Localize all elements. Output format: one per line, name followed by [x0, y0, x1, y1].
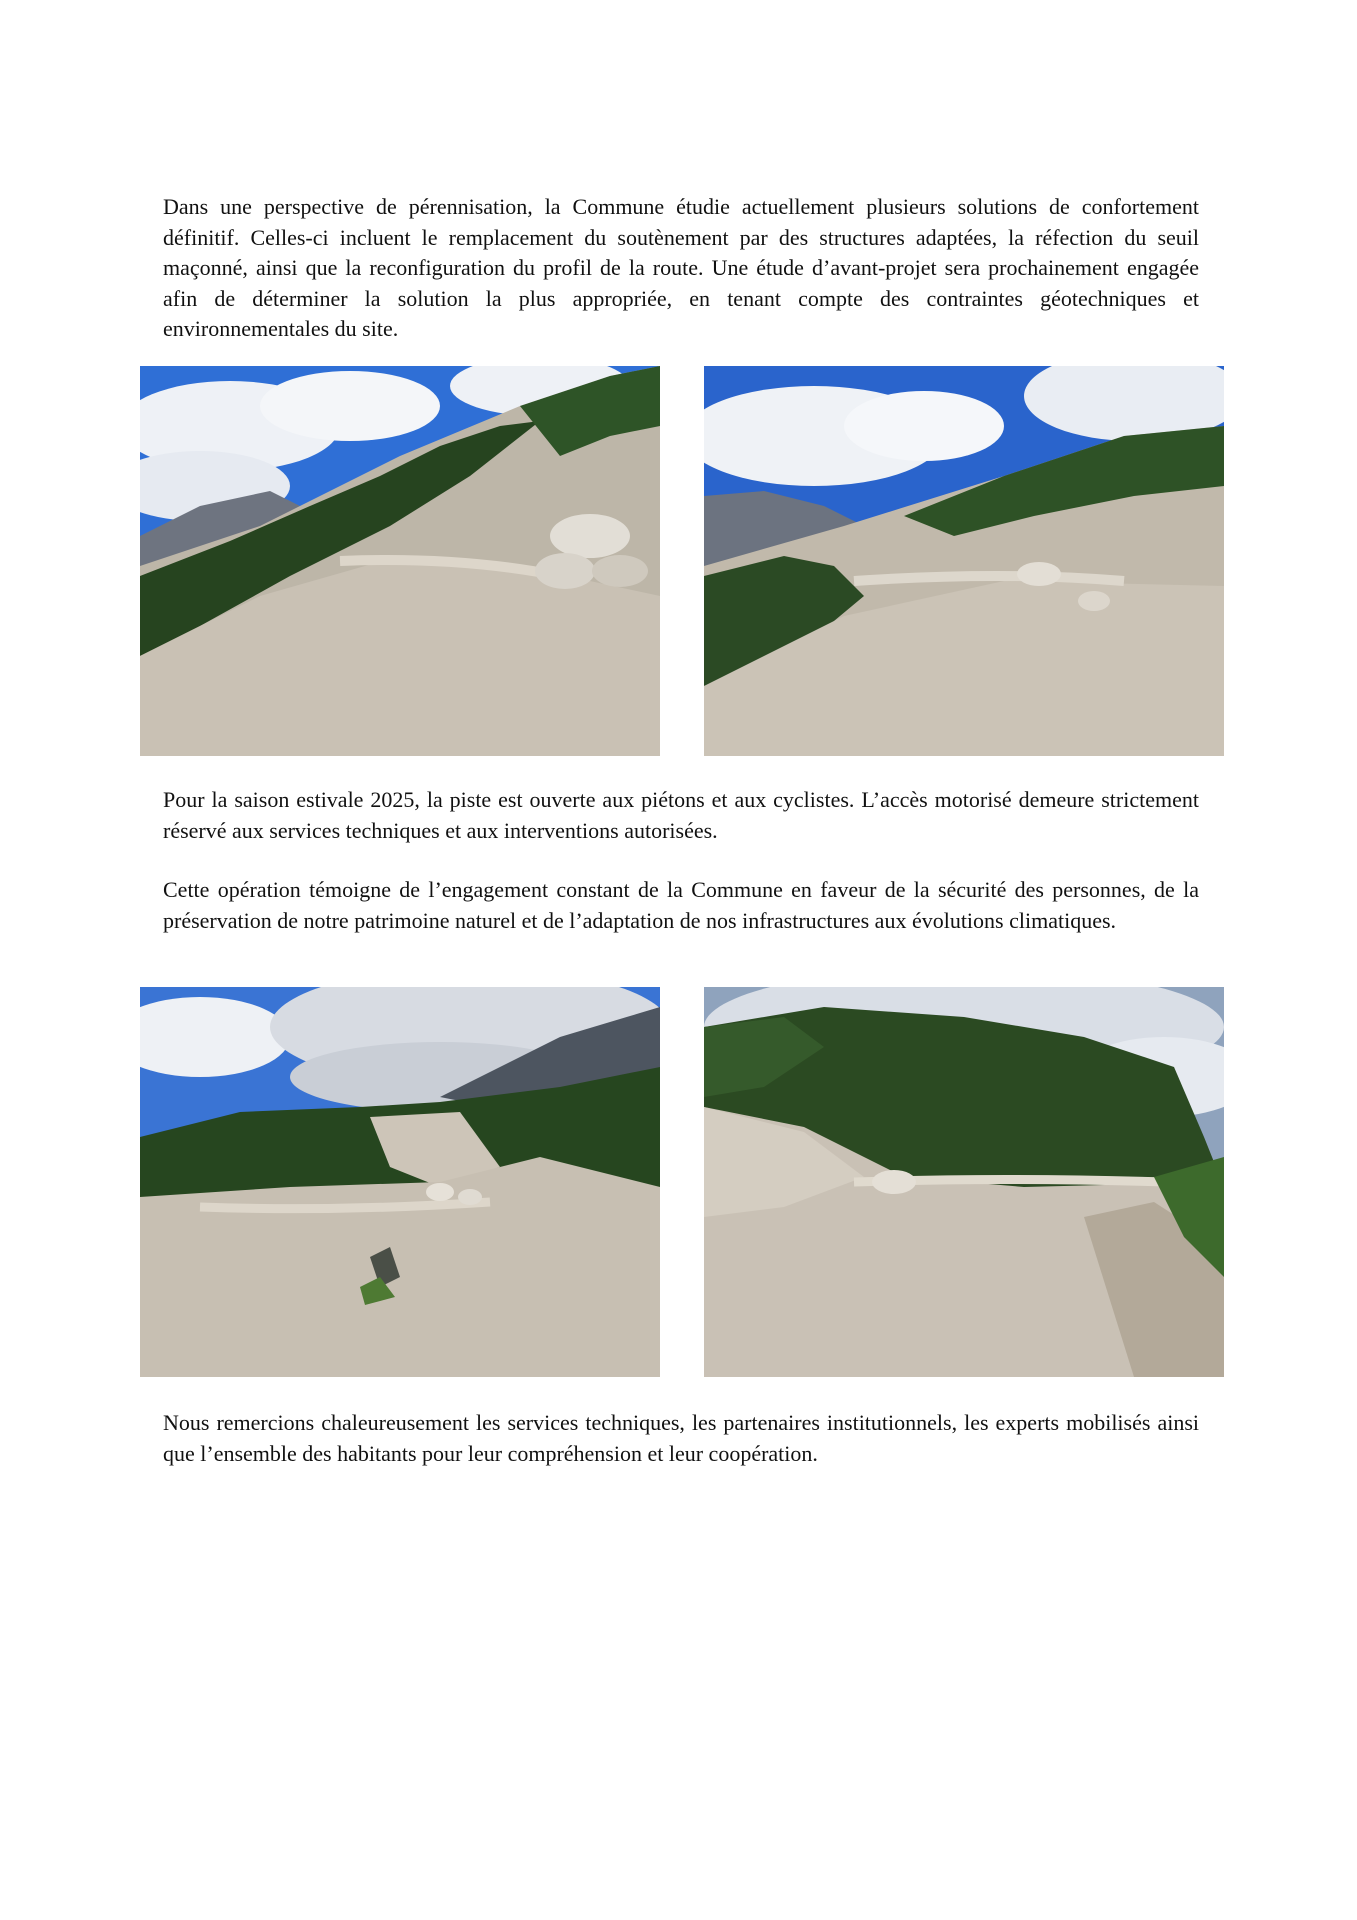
photo-trail-forest-2 [704, 987, 1224, 1377]
paragraph-saison-estivale: Pour la saison estivale 2025, la piste est ouverte aux piétons et aux cyclistes. L’accès motorisé demeure strictement réservé aux services techniques et aux interventions autorisées. [163, 787, 1199, 843]
photo-slope-rocks-2-svg [704, 366, 1224, 756]
paragraph-remerciements: Nous remercions chaleureusement les services techniques, les partenaires institutionnels, les experts mobilisés ainsi que l’ensemble des habitants pour leur compréhension et leur coopération. [163, 1410, 1199, 1466]
photo-trail-forest-1-svg [140, 987, 660, 1377]
photo-slope-rocks-1-svg [140, 366, 660, 756]
paragraph-confortement: Dans une perspective de pérennisation, la Commune étudie actuellement plusieurs solutions de confortement définitif. Celles-ci incluent le remplacement du soutènement par des structures adaptées, la réfection du seuil maçonné, ainsi que la reconfiguration du profil de la route. Une étude d’avant-projet sera prochainement engagée afin de déterminer la solution la plus appropriée, en tenant compte des contraintes géotechniques et environnementales du site. [163, 194, 1199, 341]
paragraph-engagement: Cette opération témoigne de l’engagement constant de la Commune en faveur de la sécurité des personnes, de la préservation de notre patrimoine naturel et de l’adaptation de nos infrastructures aux évolutions climatiques. [163, 877, 1199, 933]
photo-trail-forest-2-svg [704, 987, 1224, 1377]
photo-slope-rocks-2 [704, 366, 1224, 756]
photo-trail-forest-1 [140, 987, 660, 1377]
photo-slope-rocks-1 [140, 366, 660, 756]
